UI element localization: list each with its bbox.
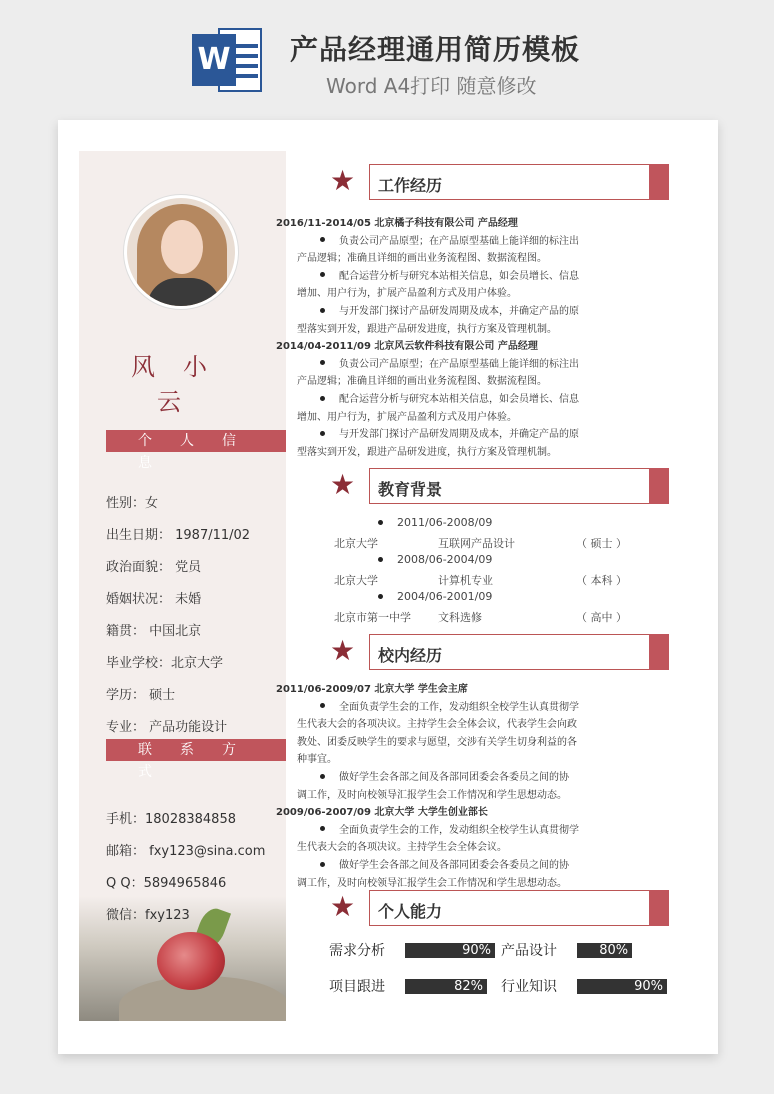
education-period: 2011/06-2008/09: [378, 516, 492, 529]
personal-info-ribbon: 个人信息: [106, 430, 286, 452]
work-line: 与开发部门探讨产品研发周期及成本，并确定产品的原: [320, 303, 579, 321]
bullet-icon: [378, 520, 383, 525]
work-line: 增加、用户行为，扩展产品盈利方式及用户体验。: [297, 288, 517, 300]
personal-info-item: 学历： 硕士: [106, 688, 176, 703]
education-period: 2008/06-2004/09: [378, 553, 492, 566]
work-line: 型落实到开发，跟进产品研发进度，执行方案及管理机制。: [297, 446, 557, 458]
education-major: 互联网产品设计: [438, 537, 515, 550]
bullet-icon: [320, 272, 325, 277]
campus-line: 教处、团委反映学生的要求与愿望，交涉有关学生切身利益的各: [297, 736, 577, 748]
skill-bar: 90%: [405, 943, 495, 958]
work-line: 配合运营分析与研究本站相关信息，如会员增长、信息: [320, 391, 579, 409]
resume-page: [58, 120, 718, 1054]
personal-info-item: 政治面貌： 党员: [106, 560, 202, 575]
bullet-icon: [320, 360, 325, 365]
skill-label: 需求分析: [329, 943, 385, 959]
bullet-icon: [320, 862, 325, 867]
education-degree: （ 本科 ）: [576, 574, 627, 587]
work-line: 产品逻辑；准确且详细的画出业务流程图、数据流程图。: [297, 376, 547, 388]
contact-item: Q Q：5894965846: [106, 876, 227, 891]
bullet-icon: [320, 237, 325, 242]
bullet-icon: [320, 703, 325, 708]
campus-line: 全面负责学生会的工作，发动组织全校学生认真贯彻学: [320, 699, 579, 717]
contact-item: 微信：fxy123: [106, 908, 190, 923]
skill-bar: 82%: [405, 979, 487, 994]
education-degree: （ 高中 ）: [576, 611, 627, 624]
bullet-icon: [378, 557, 383, 562]
skill-bar: 90%: [577, 979, 667, 994]
education-section-header: [330, 468, 672, 504]
avatar: [124, 195, 238, 309]
word-icon: W: [192, 24, 264, 96]
education-school: 北京大学: [334, 537, 378, 550]
section-title: 校内经历: [378, 646, 443, 665]
skill-label: 项目跟进: [329, 979, 385, 995]
bullet-icon: [320, 396, 325, 401]
work-line: 负责公司产品原型；在产品原型基础上能详细的标注出: [320, 233, 579, 251]
campus-line: 做好学生会各部之间及各部同团委会各委员之间的协: [320, 857, 569, 875]
bullet-icon: [320, 431, 325, 436]
campus-line: 全面负责学生会的工作，发动组织全校学生认真贯彻学: [320, 822, 579, 840]
personal-info-item: 籍贯： 中国北京: [106, 624, 202, 639]
bullet-icon: [320, 826, 325, 831]
personal-info-item: 性别：女: [106, 496, 159, 511]
personal-info-item: 专业： 产品功能设计: [106, 720, 228, 735]
work-line: 负责公司产品原型；在产品原型基础上能详细的标注出: [320, 356, 579, 374]
work-line: 2014/04-2011/09 北京风云软件科技有限公司 产品经理: [276, 341, 538, 353]
work-line: 型落实到开发，跟进产品研发进度，执行方案及管理机制。: [297, 323, 557, 335]
bullet-icon: [320, 774, 325, 779]
contact-item: 邮箱： fxy123@sina.com: [106, 844, 266, 859]
campus-section-header: [330, 634, 672, 670]
work-line: 配合运营分析与研究本站相关信息，如会员增长、信息: [320, 268, 579, 286]
campus-line: 做好学生会各部之间及各部同团委会各委员之间的协: [320, 769, 569, 787]
banner-title: 产品经理通用简历模板: [290, 33, 581, 66]
campus-line: 2011/06-2009/07 北京大学 学生会主席: [276, 684, 468, 695]
bullet-icon: [378, 594, 383, 599]
personal-info-item: 毕业学校：北京大学: [106, 656, 224, 671]
skill-label: 行业知识: [501, 979, 557, 995]
education-school: 北京市第一中学: [334, 611, 411, 624]
work-line: 与开发部门探讨产品研发周期及成本，并确定产品的原: [320, 426, 579, 444]
education-school: 北京大学: [334, 574, 378, 587]
bullet-icon: [320, 308, 325, 313]
education-major: 计算机专业: [438, 574, 493, 587]
personal-info-item: 婚姻状况： 未婚: [106, 592, 202, 607]
personal-info-item: 出生日期： 1987/11/02: [106, 528, 251, 543]
star-icon: ★: [330, 164, 356, 197]
skill-bar: 80%: [577, 943, 632, 958]
work-line: 增加、用户行为，扩展产品盈利方式及用户体验。: [297, 411, 517, 423]
work-section-header: [330, 164, 672, 200]
education-period: 2004/06-2001/09: [378, 590, 492, 603]
contact-item: 手机：18028384858: [106, 812, 236, 827]
star-icon: ★: [330, 890, 356, 923]
work-line: 产品逻辑；准确且详细的画出业务流程图、数据流程图。: [297, 253, 547, 265]
banner: [0, 0, 774, 110]
campus-line: 调工作，及时向校领导汇报学生会工作情况和学生思想动态。: [297, 789, 567, 801]
contact-ribbon: 联系方式: [106, 739, 286, 761]
banner-subtitle: Word A4打印 随意修改: [326, 74, 537, 98]
star-icon: ★: [330, 634, 356, 667]
education-degree: （ 硕士 ）: [576, 537, 627, 550]
campus-line: 生代表大会的各项决议。主持学生会全体会议。: [297, 842, 507, 854]
campus-line: 调工作，及时向校领导汇报学生会工作情况和学生思想动态。: [297, 877, 567, 889]
candidate-name: 风小云: [131, 353, 235, 416]
skills-section-header: [330, 890, 672, 926]
work-line: 2016/11-2014/05 北京橘子科技有限公司 产品经理: [276, 218, 518, 229]
left-column: [79, 151, 286, 1021]
section-title: 教育背景: [378, 480, 443, 499]
section-title: 个人能力: [378, 902, 443, 921]
campus-line: 生代表大会的各项决议。主持学生会全体会议，代表学生会向政: [297, 719, 577, 731]
campus-line: 2009/06-2007/09 北京大学 大学生创业部长: [276, 807, 488, 819]
education-major: 文科选修: [438, 611, 482, 624]
section-title: 工作经历: [378, 176, 443, 195]
campus-line: 种事宜。: [297, 754, 337, 766]
skill-label: 产品设计: [501, 943, 557, 959]
star-icon: ★: [330, 468, 356, 501]
